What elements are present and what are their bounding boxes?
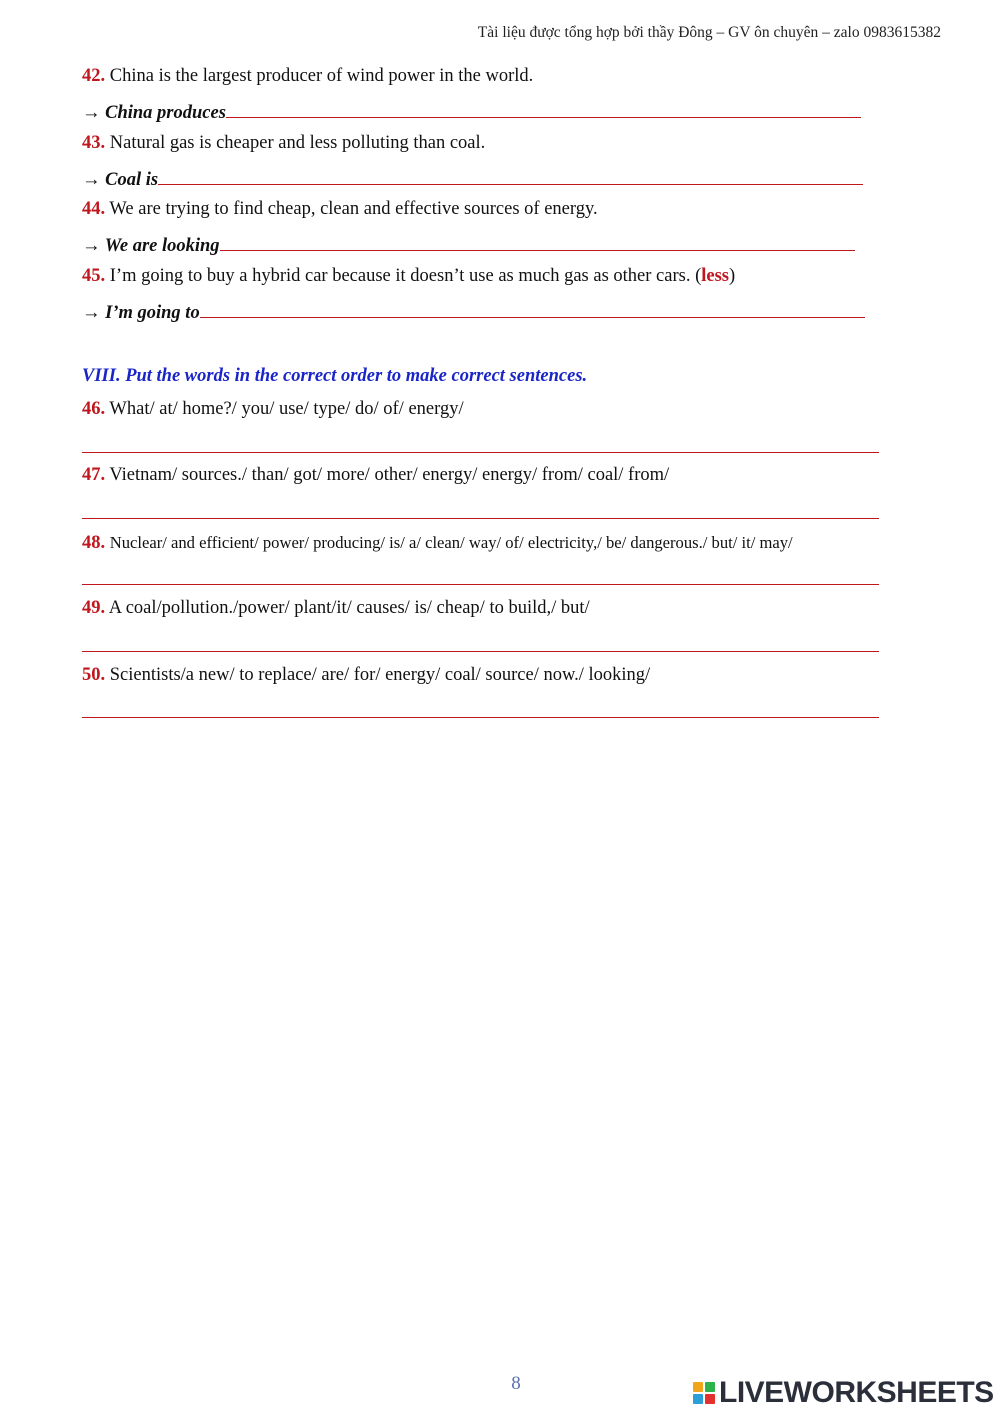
question-47 [82,465,669,486]
answer-line-46[interactable] [82,452,879,453]
answer-blank[interactable] [200,299,865,318]
answer-45 [82,299,865,324]
question-48 [82,533,793,554]
question-45 [82,266,735,287]
question-words: Scientists/a new/ to replace/ are/ for/ energy/ coal/ source/ now./ looking/ [109,665,651,685]
question-sentence: We are trying to find cheap, clean and effective sources of energy. [109,199,598,219]
question-number: 45. [82,266,106,286]
question-number: 43. [82,133,106,153]
question-49 [82,598,590,619]
question-words: Vietnam/ sources./ than/ got/ more/ other/ energy/ energy/ from/ coal/ from/ [109,465,670,485]
answer-line-47[interactable] [82,518,879,519]
question-number: 47. [82,465,106,485]
page-header: Tài liệu được tổng hợp bởi thầy Đông – GV ôn chuyên – zalo 0983615382 [477,24,941,41]
answer-prompt: → I’m going to [82,303,200,323]
question-44 [82,199,598,220]
question-42 [82,66,533,87]
answer-42 [82,99,861,124]
question-43 [82,133,485,154]
hint-word: less [701,266,729,286]
answer-line-48[interactable] [82,584,879,585]
section-title: VIII. Put the words in the correct order to make correct sentences. [82,366,588,386]
question-number: 48. [82,533,106,553]
answer-44 [82,232,855,257]
question-words: What/ at/ home?/ you/ use/ type/ do/ of/ energy/ [109,399,464,419]
question-50 [82,665,650,686]
hint-close: ) [729,266,736,286]
question-words: Nuclear/ and efficient/ power/ producing/ is/ a/ clean/ way/ of/ electricity,/ be/ dangerous./ but/ it/ may/ [109,533,793,552]
question-number: 50. [82,665,106,685]
question-number: 44. [82,199,106,219]
question-number: 46. [82,399,106,419]
answer-line-49[interactable] [82,651,879,652]
question-sentence: China is the largest producer of wind power in the world. [109,66,534,86]
answer-43 [82,166,863,191]
logo-text: LIVEWORKSHEETS [719,1376,994,1409]
hint-open: ( [690,266,702,286]
page-number: 8 [511,1373,521,1394]
answer-blank[interactable] [158,166,863,185]
question-sentence: Natural gas is cheaper and less polluting than coal. [109,133,486,153]
question-words: A coal/pollution./power/ plant/it/ causes/ is/ cheap/ to build,/ but/ [108,598,590,618]
question-number: 42. [82,66,106,86]
liveworksheets-logo [693,1376,994,1410]
answer-line-50[interactable] [82,717,879,718]
answer-prompt: → Coal is [82,170,159,190]
answer-blank[interactable] [220,232,855,251]
question-sentence: I’m going to buy a hybrid car because it doesn’t use as much gas as other cars. [109,266,691,286]
question-46 [82,399,464,420]
question-number: 49. [82,598,106,618]
logo-grid-icon [693,1382,715,1404]
answer-prompt: → China produces [82,103,226,123]
answer-blank[interactable] [226,99,861,118]
answer-prompt: → We are looking [82,236,220,256]
